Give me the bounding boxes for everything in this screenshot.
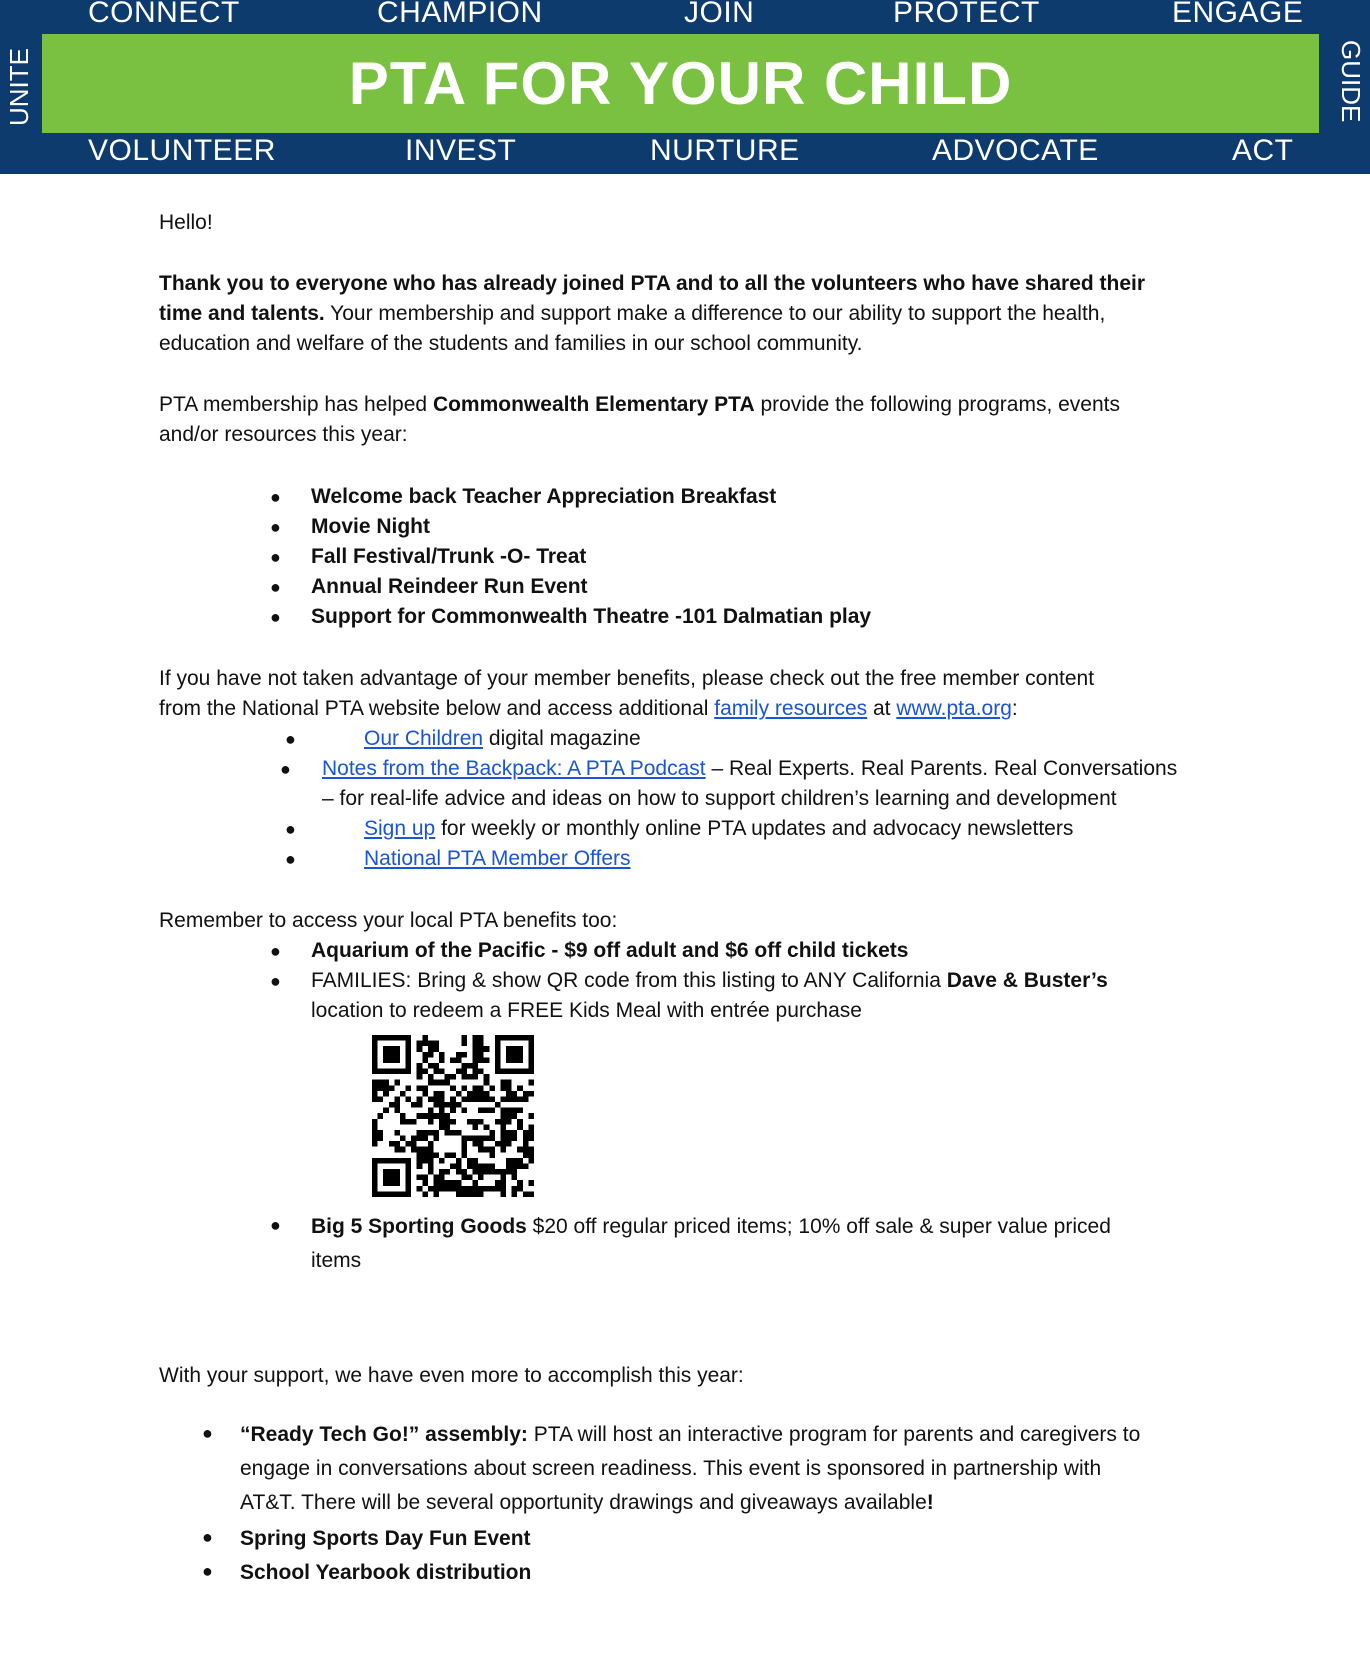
national-benefit-text: for weekly or monthly online PTA updates and advocacy newsletters [435,817,1074,840]
program-item: Annual Reindeer Run Event [311,575,588,598]
school-name: Commonwealth Elementary PTA [432,393,755,416]
dave-busters: Dave & Buster’s [946,969,1108,992]
bullet: ● [285,729,296,749]
banner-word-nurture: NURTURE [650,134,800,167]
local-benefit-text: $20 off regular priced items; 10% off sale & super value priced [526,1215,1111,1238]
pta-banner [0,0,1370,174]
banner-green-band [42,34,1319,133]
banner-word-volunteer: VOLUNTEER [88,134,276,167]
accomplish-item: School Yearbook distribution [240,1561,532,1584]
thanks-line-3: education and welfare of the students and families in our school community. [159,332,863,355]
national-benefit-item [364,814,1073,844]
local-benefit-item-cont: location to redeem a FREE Kids Meal with entrée purchase [311,999,862,1022]
program-item: Movie Night [311,515,430,538]
national-benefit-item-cont: – for real-life advice and ideas on how to support children’s learning and development [322,787,1117,810]
membership-text-end: provide the following programs, events [754,393,1120,416]
accomplish-exclaim: ! [926,1491,934,1514]
member-offers-link[interactable]: National PTA Member Offers [364,847,631,870]
national-benefit-text: digital magazine [483,727,641,750]
accomplish-item [240,1418,1140,1452]
accomplish-item: Spring Sports Day Fun Event [240,1527,531,1550]
national-benefit-text: – Real Experts. Real Parents. Real Conversations [705,757,1178,780]
big5-name: Big 5 Sporting Goods [311,1215,527,1238]
family-resources-link[interactable]: family resources [714,697,868,720]
bullet: ● [202,1527,213,1547]
banner-word-invest: INVEST [405,134,517,167]
banner-word-protect: PROTECT [893,0,1040,29]
local-benefit-text: FAMILIES: Bring & show QR code from this listing to ANY California [311,969,947,992]
ready-tech-go: “Ready Tech Go!” assembly: [240,1423,528,1446]
benefits-intro-colon: : [1011,697,1018,720]
bullet: ● [280,759,291,779]
banner-word-engage: ENGAGE [1172,0,1304,29]
benefits-intro-line-2 [159,694,1018,724]
membership-text: PTA membership has helped [159,393,433,416]
banner-word-join: JOIN [684,0,755,29]
bullet: ● [270,547,281,567]
local-benefit-item-cont: items [311,1249,362,1272]
local-benefit-item [311,1210,1111,1244]
bullet: ● [285,819,296,839]
bullet: ● [270,577,281,597]
banner-word-act: ACT [1232,134,1294,167]
program-item: Support for Commonwealth Theatre -101 Dalmatian play [311,605,872,628]
bullet: ● [270,971,281,991]
podcast-link[interactable]: Notes from the Backpack: A PTA Podcast [322,757,706,780]
national-benefit-item [364,844,631,874]
benefits-intro-line-1: If you have not taken advantage of your member benefits, please check out the free member content [159,667,1095,690]
qr-code-image [372,1035,534,1197]
bullet: ● [270,941,281,961]
bullet: ● [270,517,281,537]
bullet: ● [270,1215,281,1235]
banner-word-unite: UNITE [4,48,34,126]
accomplish-intro: With your support, we have even more to accomplish this year: [159,1364,744,1387]
accomplish-text: AT&T. There will be several opportunity drawings and giveaways available [240,1491,927,1514]
thanks-line-2 [159,299,1105,329]
banner-title: PTA FOR YOUR CHILD [348,50,1013,117]
our-children-link[interactable]: Our Children [364,727,484,750]
national-benefit-item [322,754,1177,784]
program-item: Fall Festival/Trunk -O- Treat [311,545,587,568]
bullet: ● [202,1423,213,1443]
accomplish-text: PTA will host an interactive program for parents and caregivers to [527,1423,1141,1446]
local-benefits-intro: Remember to access your local PTA benefits too: [159,909,618,932]
bullet: ● [270,607,281,627]
accomplish-item-cont: engage in conversations about screen readiness. This event is sponsored in partnership with [240,1457,1102,1480]
greeting: Hello! [159,211,213,234]
accomplish-item-cont [240,1486,934,1520]
thanks-bold: time and talents. [159,302,325,325]
pta-org-link[interactable]: www.pta.org [896,697,1012,720]
program-item: Welcome back Teacher Appreciation Breakfast [311,485,777,508]
sign-up-link[interactable]: Sign up [364,817,436,840]
banner-word-guide: GUIDE [1336,40,1366,123]
membership-line-1 [159,390,1120,420]
bullet: ● [285,849,296,869]
local-benefit-item [311,966,1108,996]
banner-word-champion: CHAMPION [377,0,543,29]
bullet: ● [202,1561,213,1581]
banner-word-advocate: ADVOCATE [932,134,1099,167]
membership-line-2: and/or resources this year: [159,423,408,446]
banner-word-connect: CONNECT [88,0,240,29]
thanks-text: Your membership and support make a difference to our ability to support the health, [324,302,1106,325]
bullet: ● [270,487,281,507]
thanks-line-1: Thank you to everyone who has already joined PTA and to all the volunteers who have shared their [159,272,1146,295]
benefits-intro-text: from the National PTA website below and access additional [159,697,715,720]
local-benefit-item: Aquarium of the Pacific - $9 off adult and $6 off child tickets [311,939,909,962]
national-benefit-item [364,724,641,754]
benefits-intro-at: at [867,697,897,720]
